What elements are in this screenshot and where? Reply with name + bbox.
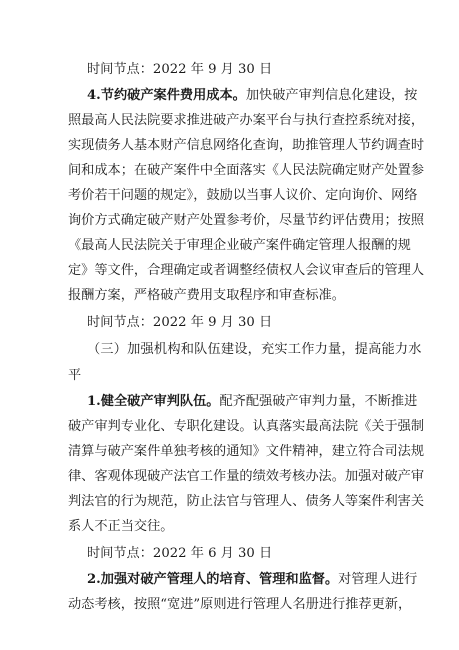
section-3-heading-line-1: （三）加强机构和队伍建设，充实工作力量，提高能力水 bbox=[87, 342, 422, 357]
paragraph-4-line-1-text: 加快破产审判信息化建设，按 bbox=[245, 88, 418, 103]
time-node-2: 时间节点：2022 年 9 月 30 日 bbox=[87, 315, 273, 330]
paragraph-4-line-3: 实现债务人基本财产信息网络化查询，助推管理人节约调查时 bbox=[68, 138, 425, 153]
paragraph-4-line-7: 《最高人民法院关于审理企业破产案件确定管理人报酬的规 bbox=[68, 238, 411, 253]
paragraph-4-line-6: 询价方式确定破产财产处置参考价，尽量节约评估费用；按照 bbox=[68, 213, 425, 228]
paragraph-1-line-6: 系人不正当交往。 bbox=[68, 519, 174, 534]
paragraph-4-line-2: 照最高人民法院要求推进破产办案平台与执行查控系统对接， bbox=[68, 113, 425, 128]
paragraph-1-line-1-text: 配齐配强破产审判力量，不断推进 bbox=[219, 394, 418, 409]
time-node-3: 时间节点：2022 年 6 月 30 日 bbox=[87, 546, 273, 561]
paragraph-1-heading: 1.健全破产审判队伍。 bbox=[87, 394, 220, 409]
paragraph-2-line-1-text: 对管理人进行 bbox=[338, 572, 418, 587]
paragraph-1-line-1 bbox=[87, 392, 417, 411]
paragraph-4-line-8: 定》等文件，合理确定或者调整经债权人会议审查后的管理人 bbox=[68, 263, 425, 278]
paragraph-4-line-1 bbox=[87, 86, 417, 105]
paragraph-4-line-4: 间和成本；在破产案件中全面落实《人民法院确定财产处置参 bbox=[68, 163, 425, 178]
paragraph-4-line-9: 报酬方案，严格破产费用支取程序和审查标准。 bbox=[68, 288, 345, 303]
paragraph-1-line-3: 清算与破产案件单独考核的通知》文件精神，建立符合司法规 bbox=[68, 444, 425, 459]
paragraph-2-heading: 2.加强对破产管理人的培育、管理和监督。 bbox=[87, 572, 339, 587]
paragraph-4-line-5: 考价若干问题的规定》，鼓励以当事人议价、定向询价、网络 bbox=[68, 188, 418, 203]
paragraph-1-line-5: 判法官的行为规范，防止法官与管理人、债务人等案件利害关 bbox=[68, 494, 425, 509]
paragraph-2-line-2: 动态考核，按照“宽进”原则进行管理人名册进行推荐更新， bbox=[68, 597, 412, 612]
time-node-1: 时间节点：2022 年 9 月 30 日 bbox=[87, 62, 273, 77]
paragraph-4-heading: 4.节约破产案件费用成本。 bbox=[87, 88, 246, 103]
paragraph-2-line-1 bbox=[87, 570, 417, 589]
section-3-heading-line-2: 平 bbox=[68, 368, 82, 383]
paragraph-1-line-4: 律、客观体现破产法官工作量的绩效考核办法。加强对破产审 bbox=[68, 469, 425, 484]
paragraph-1-line-2: 破产审判专业化、专职化建设。认真落实最高法院《关于强制 bbox=[68, 419, 425, 434]
